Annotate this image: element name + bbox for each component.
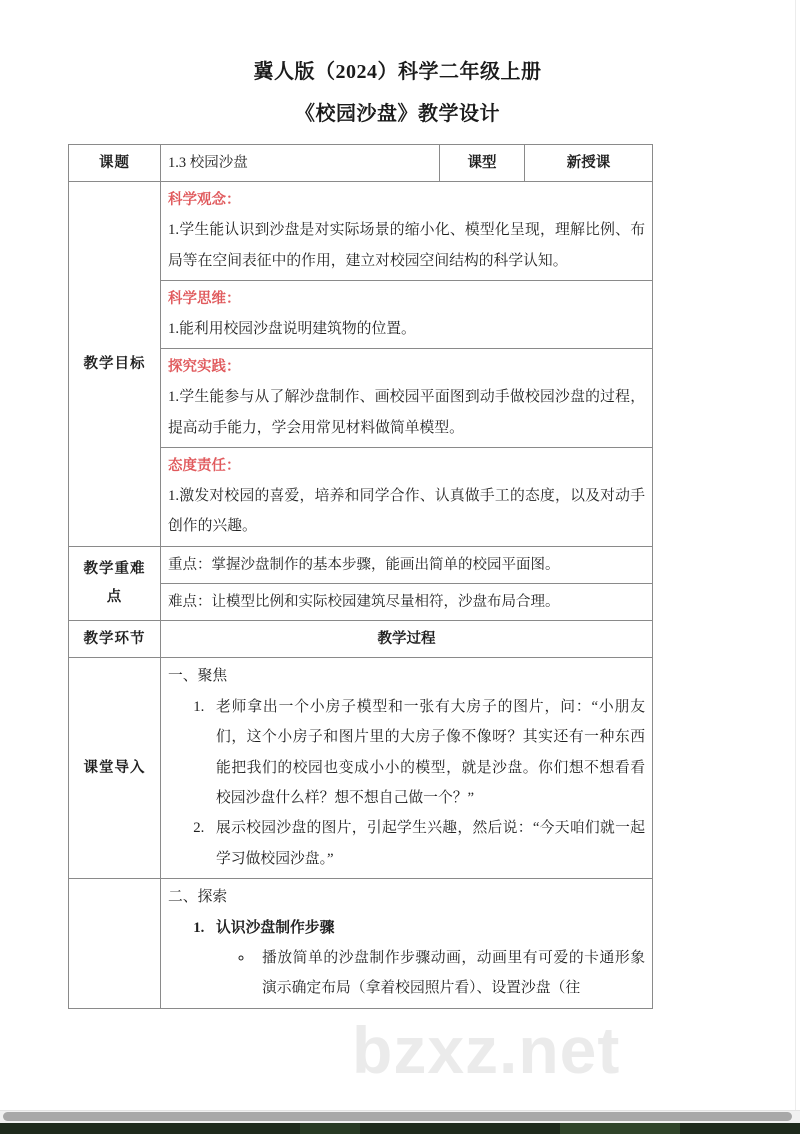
objective-text-3: 1.学生能参与从了解沙盘制作、画校园平面图到动手做校园沙盘的过程，提高动手能力，学会用常见材料做简单模型。 <box>168 389 645 436</box>
objectives-label: 教学目标 <box>69 182 161 546</box>
objective-heading-2: 科学思维： <box>168 290 241 307</box>
table-row-intro <box>69 658 653 879</box>
lesson-type-label: 课型 <box>440 145 525 182</box>
lesson-plan-table <box>68 144 653 1009</box>
process-header-value: 教学过程 <box>161 621 653 658</box>
objective-cell-1 <box>161 182 653 281</box>
table-row-topic <box>69 145 653 182</box>
objective-heading-4: 态度责任： <box>168 457 241 474</box>
objective-cell-3 <box>161 349 653 448</box>
title-line-1: 冀人版（2024）科学二年级上册 <box>253 61 542 83</box>
objective-heading-1: 科学观念： <box>168 192 241 209</box>
objective-cell-2 <box>161 280 653 348</box>
explore-section-title: 二、探索 <box>168 888 228 905</box>
table-row-explore <box>69 878 653 1008</box>
bottom-background-strip <box>0 1123 800 1134</box>
document-title-block <box>68 62 727 124</box>
intro-section-title: 一、聚焦 <box>168 668 228 685</box>
explore-label <box>69 878 161 1008</box>
table-row-focus <box>69 546 653 583</box>
objective-cell-4 <box>161 447 653 546</box>
intro-list <box>168 692 645 874</box>
difficulty-text: 难点：让模型比例和实际校园建筑尽量相符，沙盘布局合理。 <box>161 583 653 620</box>
list-item: ◦ 播放简单的沙盘制作步骤动画，动画里有可爱的卡通形象演示确定布局（拿着校园照片看）、设置沙盘（往 <box>254 943 645 1004</box>
list-item <box>208 913 645 1004</box>
topic-value: 1.3 校园沙盘 <box>161 145 440 182</box>
process-stage-label: 教学环节 <box>69 621 161 658</box>
watermark-text: bzxz.net <box>352 1013 621 1087</box>
explore-cell <box>161 878 653 1008</box>
explore-item-title: 认识沙盘制作步骤 <box>216 919 335 936</box>
list-item: 2. 展示校园沙盘的图片，引起学生兴趣，然后说：“今天咱们就一起学习做校园沙盘。” <box>208 813 645 874</box>
horizontal-scrollbar-thumb[interactable] <box>3 1112 792 1121</box>
topic-label: 课题 <box>69 145 161 182</box>
intro-cell <box>161 658 653 879</box>
focus-text: 重点：掌握沙盘制作的基本步骤，能画出简单的校园平面图。 <box>161 546 653 583</box>
lesson-type-value: 新授课 <box>525 145 653 182</box>
explore-sub-list <box>216 943 645 1004</box>
intro-label: 课堂导入 <box>69 658 161 879</box>
explore-list <box>168 913 645 1004</box>
objective-heading-3: 探究实践： <box>168 359 241 376</box>
objective-text-4: 1.激发对校园的喜爱，培养和同学合作、认真做手工的态度，以及对动手创作的兴趣。 <box>168 487 645 535</box>
objective-text-2: 1.能利用校园沙盘说明建筑物的位置。 <box>168 320 416 337</box>
key-points-label: 教学重难点 <box>69 546 161 621</box>
list-item: 1. 老师拿出一个小房子模型和一张有大房子的图片，问：“小朋友们，这个小房子和图片里的大房子像不像呀？其实还有一种东西能把我们的校园也变成小小的模型，就是沙盘。你们想不想看看校园沙盘什么样？想不想自己做一个？” <box>208 692 645 813</box>
title-line-2: 《校园沙盘》教学设计 <box>295 103 500 125</box>
table-row-process-header <box>69 621 653 658</box>
table-row-objective-1 <box>69 182 653 281</box>
objective-text-1: 1.学生能认识到沙盘是对实际场景的缩小化、模型化呈现，理解比例、布局等在空间表征中的作用，建立对校园空间结构的科学认知。 <box>168 222 645 269</box>
page-edge-line <box>795 0 796 1113</box>
